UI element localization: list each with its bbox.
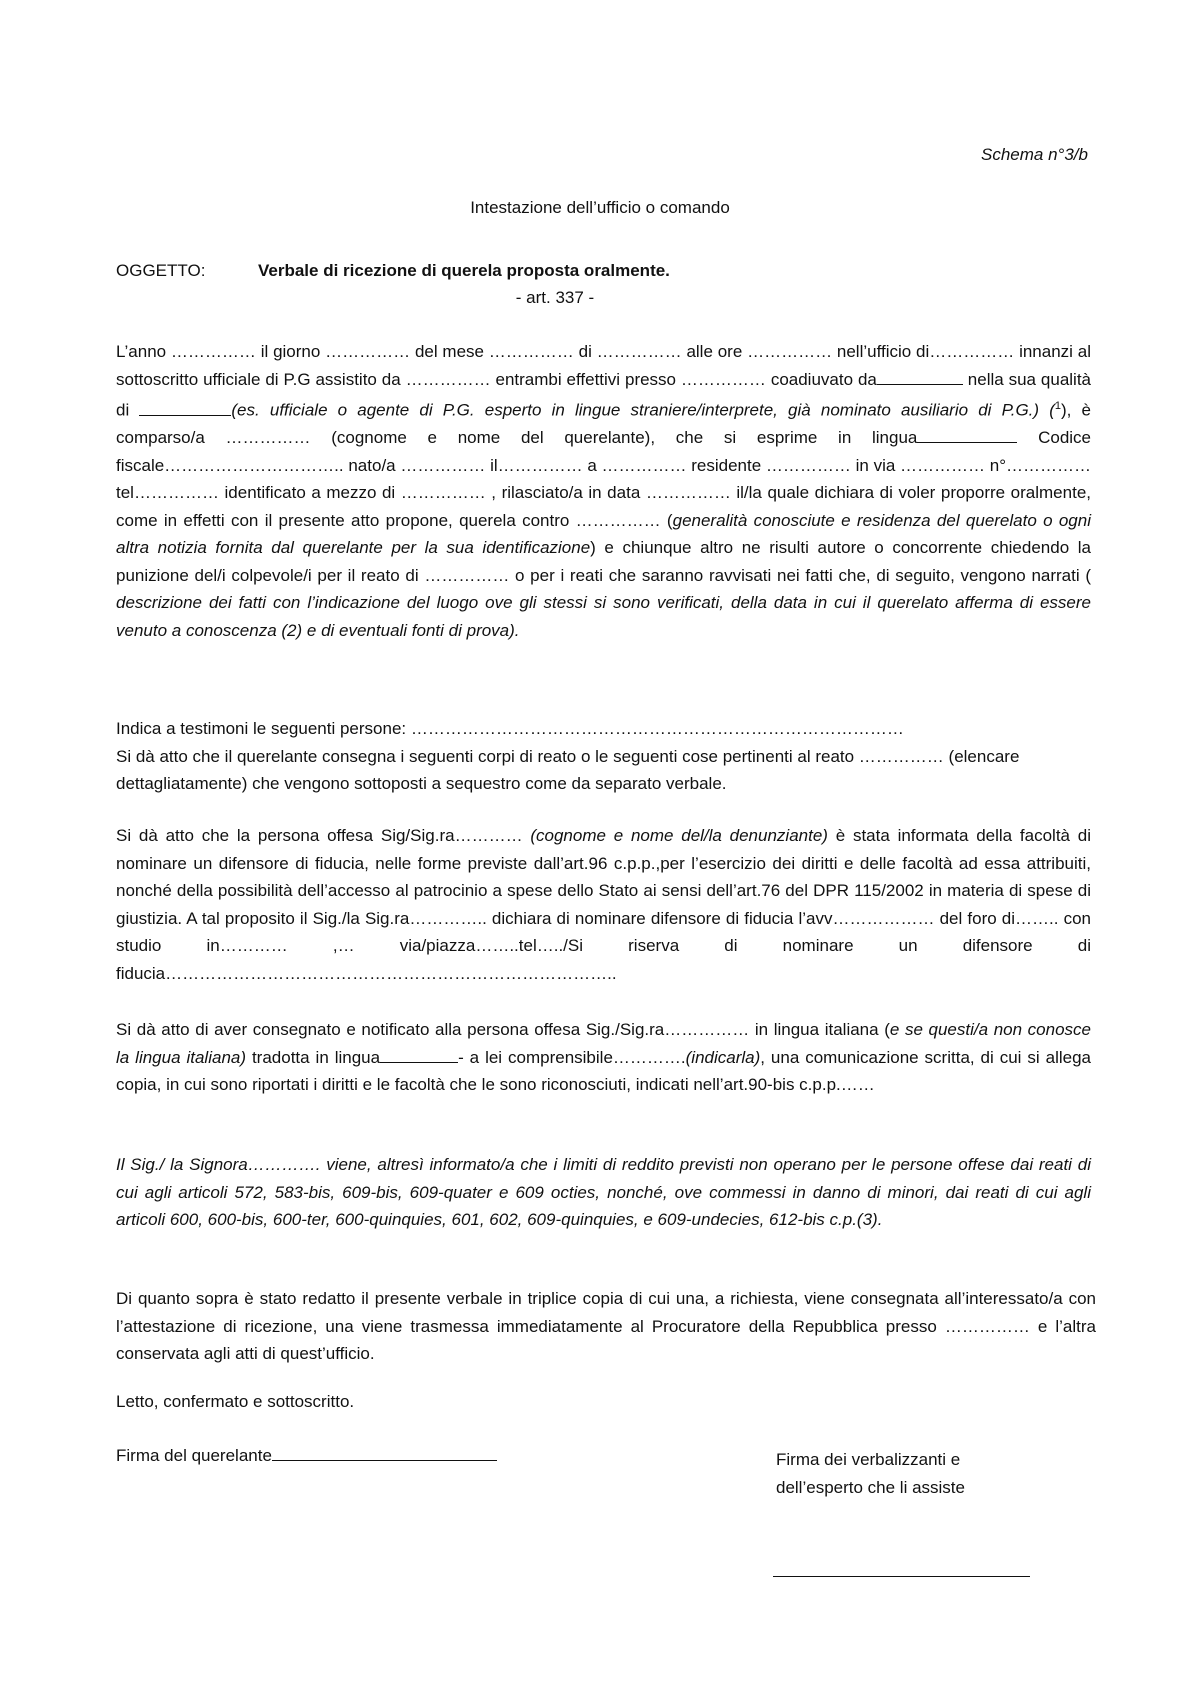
signature-officers-line1: Firma dei verbalizzanti e: [776, 1450, 961, 1469]
blank-line: [380, 1048, 458, 1063]
p1-text-h: descrizione dei fatti con l’indicazione del luogo ove gli stessi si sono verificati, della data in cui il querelato afferma di essere venuto a conoscenza (2) e di eventuali fonti di prova).: [116, 593, 1091, 640]
blank-line: [139, 401, 231, 416]
p1-text-g: ) e chiunque altro ne risulti autore o concorrente chiedendo la punizione del/i colpevole/i per il reato di …………… o per i reati che saranno ravvisati nei fatti che, di seguito, vengono narrati (: [116, 538, 1091, 585]
p1-text-b: nella sua qualità di: [116, 369, 1092, 420]
paragraph-income-limits: Il Sig./ la Signora…………. viene, altresì informato/a che i limiti di reddito previsti non operano per le persone offese dai reati di cui agli articoli 572, 583-bis, 609-bis, 609-quater e 609 octies, nonché, ove commessi in danno di minori, dai reati di cui agli articoli 600, 600-bis, 600-ter, 600-quinquies, 601, 602, 609-quinquies, e 609-undecies, 612-bis c.p.(3).: [116, 1155, 1091, 1229]
schema-number: Schema n°3/b: [981, 145, 1088, 164]
paragraph-witnesses: [116, 715, 1106, 798]
signature-officers-line2: dell’esperto che li assiste: [776, 1477, 965, 1497]
blank-line: [917, 428, 1017, 443]
signature-line: [272, 1446, 497, 1461]
closing-line: Letto, confermato e sottoscritto.: [116, 1392, 355, 1411]
p1-text-d: ), è comparso/a …………… (cognome e nome del querelante), che si esprime in lingua: [116, 400, 1091, 448]
p4-text-e: (indicarla): [685, 1047, 761, 1067]
paragraph-copies: Di quanto sopra è stato redatto il presente verbale in triplice copia di cui una, a richiesta, viene consegnata all’interessato/a con l’attestazione di ricezione, una viene trasmessa immediatamente al Procuratore della Repubblica presso …………… e l’altra conservata agli atti di quest’ufficio.: [116, 1289, 1096, 1363]
p4-text-a: Si dà atto di aver consegnato e notificato alla persona offesa Sig./Sig.ra…………… in lingua italiana (: [116, 1020, 890, 1039]
p3-text-b: (cognome e nome del/la denunziante): [530, 826, 828, 845]
paragraph-declaration: [116, 338, 1091, 644]
p1-text-a: L’anno …………… il giorno …………… del mese …………… di …………… alle ore …………… nell’ufficio di…………… innanzi al sottoscritto ufficiale di P.G assistito da …………… entrambi effettivi presso …………… coadiuvato da: [116, 342, 1091, 389]
subject-label: OGGETTO:: [116, 261, 206, 280]
signature-line: [773, 1576, 1030, 1577]
p1-text-f: generalità conosciute e residenza del querelato o ogni altra notizia fornita dal querelante per la sua identificazione: [116, 510, 1091, 558]
signature-officers: [776, 1446, 965, 1501]
evidence-line: Si dà atto che il querelante consegna i seguenti corpi di reato o le seguenti cose pertinenti al reato …………… (elencare dettagliatamente) che vengono sottoposti a sequestro come da separato verbale.: [116, 746, 1020, 793]
witnesses-line: Indica a testimoni le seguenti persone: ……………………………………………………………………………: [116, 719, 904, 738]
p4-text-d: - a lei comprensibile………….: [458, 1047, 686, 1067]
p4-text-c: tradotta in lingua: [246, 1047, 381, 1067]
p3-text-c: è stata informata della facoltà di nominare un difensore di fiducia, nelle forme previste dall’art.96 c.p.p.,per l’esercizio dei diritti e delle facoltà ad essa attribuiti, nonché della possibilità dell’accesso al patrocinio a spese dello Stato ai sensi dell’art.76 del DPR 115/2002 in materia di spese di giustizia. A tal proposito il Sig./la Sig.ra………….. dichiara di nominare difensore di fiducia l’avv……………… del foro di…….. con studio in………… ,… via/piazza……..tel…../Si riserva di nominare un difensore di fiducia……………………………………………………………………..: [116, 826, 1091, 983]
paragraph-defender: [116, 822, 1091, 987]
footnote-ref: 1: [1054, 400, 1061, 412]
p4-text-b: e se questi/a non conosce la lingua italiana): [116, 1020, 1091, 1067]
signature-complainant: [116, 1446, 497, 1466]
p3-text-a: Si dà atto che la persona offesa Sig/Sig.ra…………: [116, 826, 531, 845]
signature-complainant-label: Firma del querelante: [116, 1446, 272, 1465]
p1-text-c: (es. ufficiale o agente di P.G. esperto in lingue straniere/interprete, già nominato ausiliario di P.G.) (: [231, 400, 1055, 420]
office-header: Intestazione dell’ufficio o comando: [470, 198, 730, 217]
p1-text-e: Codice fiscale………………………….. nato/a …………… il…………… a …………… residente …………… in via …………… n°…………… tel…………… identificato a mezzo di …………… , rilasciato/a in data …………… il/la quale dichiara di voler proporre oralmente, come in effetti con il presente atto propone, querela contro …………… (: [116, 428, 1092, 530]
article-reference: - art. 337 -: [515, 288, 595, 307]
blank-line: [877, 370, 963, 385]
subject-title: Verbale di ricezione di querela proposta oralmente.: [258, 261, 670, 280]
paragraph-notification: [116, 1016, 1091, 1099]
p4-text-f: , una comunicazione scritta, di cui si allega copia, in cui sono riportati i diritti e le facoltà che le sono riconosciuti, indicati nell’art.90-bis c.p.p.……: [116, 1047, 1091, 1094]
